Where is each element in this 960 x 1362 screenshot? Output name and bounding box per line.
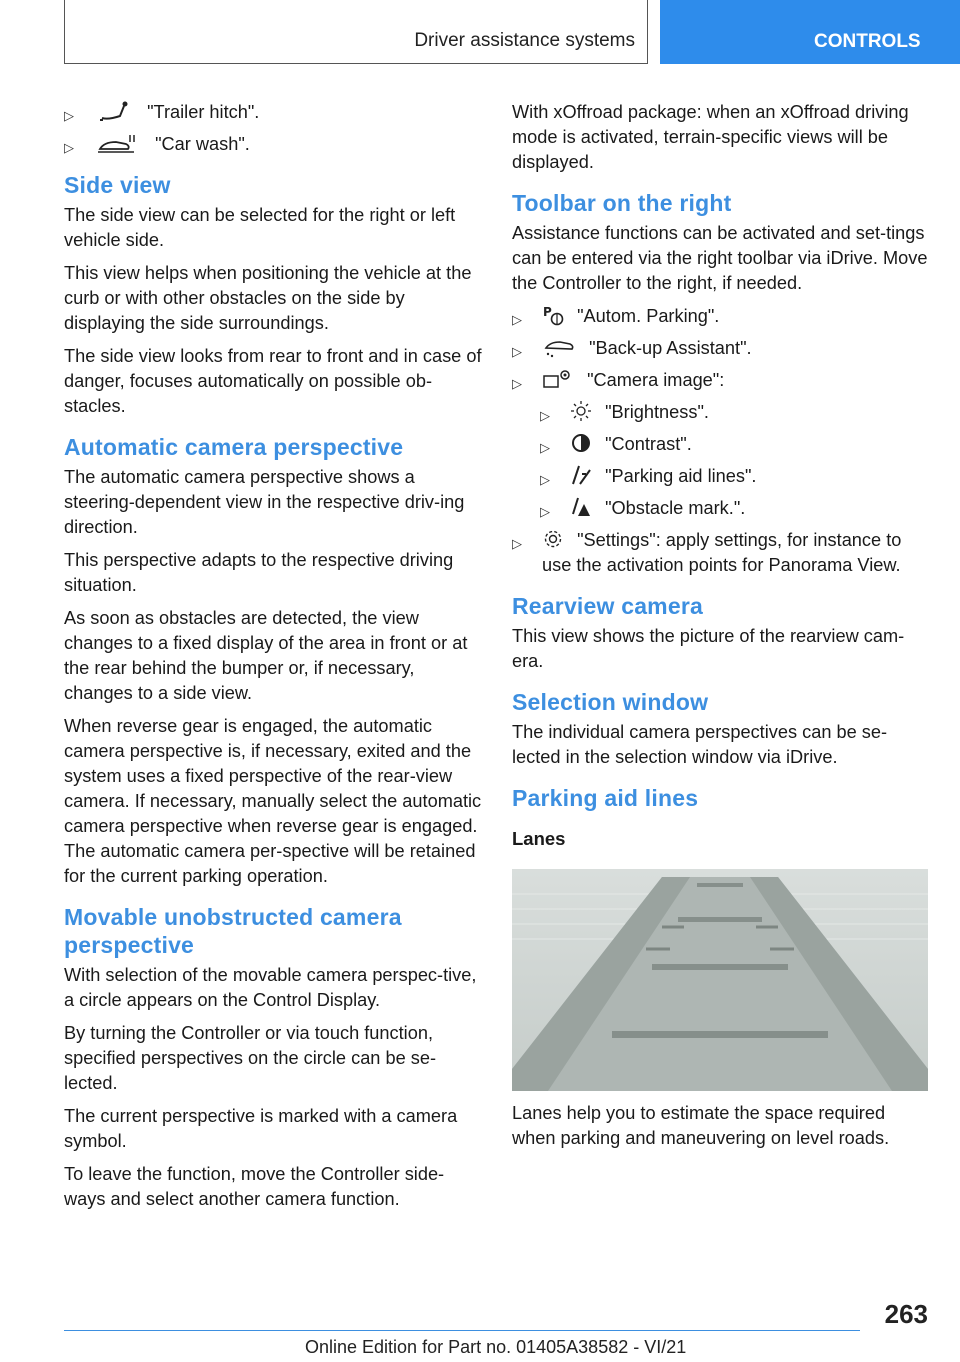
triangle-bullet-icon: ▷ bbox=[512, 312, 522, 327]
paragraph: The side view can be selected for the right or left vehicle side. bbox=[64, 205, 456, 250]
item-text: "Autom. Parking". bbox=[577, 306, 720, 326]
lanes-caption: Lanes help you to estimate the space required when parking and maneuvering on level roads. bbox=[512, 1103, 890, 1148]
paragraph: To leave the function, move the Controller side‐ways and select another camera function. bbox=[64, 1164, 445, 1209]
rearview-heading: Rearview camera bbox=[512, 593, 703, 619]
camera-image-icon bbox=[542, 368, 574, 390]
section-title: Driver assistance systems bbox=[414, 30, 635, 51]
contrast-icon bbox=[570, 432, 592, 454]
paragraph: This view shows the picture of the rearview cam‐era. bbox=[512, 626, 905, 671]
paragraph: The side view looks from rear to front and in case of danger, focuses automatically on possible ob‐stacles. bbox=[64, 346, 482, 416]
triangle-bullet-icon: ▷ bbox=[540, 504, 550, 519]
paragraph: The automatic camera perspective shows a steering-dependent view in the respective driv‐ing direction. bbox=[64, 467, 465, 537]
item-text: "Obstacle mark.". bbox=[605, 498, 746, 518]
toolbar-list bbox=[512, 304, 932, 578]
triangle-bullet-icon: ▷ bbox=[512, 536, 522, 551]
list-item bbox=[512, 368, 932, 393]
triangle-bullet-icon: ▷ bbox=[540, 440, 550, 455]
brightness-icon bbox=[570, 400, 592, 422]
toolbar-heading: Toolbar on the right bbox=[512, 190, 732, 216]
item-text: "Parking aid lines". bbox=[605, 466, 757, 486]
backup-assistant-icon bbox=[542, 336, 576, 358]
paragraph: Assistance functions can be activated and set‐tings can be entered via the right toolbar via iDrive. Move the Controller to the right, if needed. bbox=[512, 223, 928, 293]
paragraph: When reverse gear is engaged, the automatic camera perspective is, if necessary, exited and the system uses a fixed perspective of the rear‐view camera. If necessary, manually select the automatic camera perspective when reverse gear is engaged. The automatic camera per‐spective will be retained for the current parking operation. bbox=[64, 716, 482, 886]
list-item bbox=[512, 336, 932, 361]
paragraph: With xOffroad package: when an xOffroad driving mode is activated, terrain-specific views will be displayed. bbox=[512, 102, 909, 172]
item-text: "Contrast". bbox=[605, 434, 692, 454]
paragraph: With selection of the movable camera perspec‐tive, a circle appears on the Control Display. bbox=[64, 965, 477, 1010]
triangle-bullet-icon: ▷ bbox=[512, 376, 522, 391]
item-text: "Trailer hitch". bbox=[147, 102, 260, 122]
view-options-list bbox=[64, 100, 482, 157]
lanes-subheading: Lanes bbox=[512, 828, 566, 849]
page-header bbox=[0, 0, 960, 66]
list-item bbox=[512, 496, 932, 521]
triangle-bullet-icon: ▷ bbox=[64, 140, 74, 155]
right-column bbox=[512, 100, 932, 1159]
trailer-hitch-icon bbox=[94, 100, 134, 122]
list-item bbox=[64, 100, 482, 125]
left-column bbox=[64, 100, 482, 1220]
triangle-bullet-icon: ▷ bbox=[540, 472, 550, 487]
paragraph: The individual camera perspectives can be se‐lected in the selection window via iDrive. bbox=[512, 722, 888, 767]
item-text: "Back-up Assistant". bbox=[589, 338, 752, 358]
side-view-heading: Side view bbox=[64, 172, 171, 198]
chapter-tab-label: CONTROLS bbox=[814, 31, 921, 52]
paragraph: This view helps when positioning the vehicle at the curb or with other obstacles on the side by displaying the side surroundings. bbox=[64, 263, 472, 333]
triangle-bullet-icon: ▷ bbox=[540, 408, 550, 423]
paragraph: As soon as obstacles are detected, the view changes to a fixed display of the area in front or at the rear behind the bumper or, if necessary, changes to a side view. bbox=[64, 608, 468, 703]
triangle-bullet-icon: ▷ bbox=[64, 108, 74, 123]
settings-gear-icon bbox=[542, 528, 564, 550]
item-text: "Brightness". bbox=[605, 402, 709, 422]
selection-window-heading: Selection window bbox=[512, 689, 709, 715]
item-text: "Car wash". bbox=[155, 134, 250, 154]
parking-aid-lines-heading: Parking aid lines bbox=[512, 785, 699, 811]
list-item bbox=[512, 304, 932, 329]
triangle-bullet-icon: ▷ bbox=[512, 344, 522, 359]
item-text: "Settings": apply settings, for instance to use the activation points for Panorama View. bbox=[542, 530, 902, 575]
footer-divider bbox=[64, 1330, 860, 1331]
auto-parking-icon bbox=[542, 304, 564, 326]
list-item bbox=[512, 432, 932, 457]
section-title-box bbox=[64, 0, 648, 64]
page-number: 263 bbox=[884, 1299, 928, 1329]
list-item bbox=[512, 400, 932, 425]
paragraph: This perspective adapts to the respective driving situation. bbox=[64, 550, 454, 595]
parking-aid-lines-icon bbox=[570, 464, 592, 486]
edition-text: Online Edition for Part no. 01405A38582 - VI/21 bbox=[305, 1337, 687, 1357]
paragraph: The current perspective is marked with a camera symbol. bbox=[64, 1106, 458, 1151]
item-text: "Camera image": bbox=[587, 370, 725, 390]
lanes-illustration bbox=[512, 869, 928, 1091]
list-item bbox=[512, 464, 932, 489]
chapter-tab[interactable] bbox=[660, 0, 960, 64]
paragraph: By turning the Controller or via touch function, specified perspectives on the circle can be se‐lected. bbox=[64, 1023, 437, 1093]
car-wash-icon bbox=[94, 132, 142, 154]
svg-text:P: P bbox=[543, 305, 552, 319]
list-item bbox=[64, 132, 482, 157]
list-item bbox=[512, 528, 932, 578]
movable-perspective-heading: Movable unobstructed camera perspective bbox=[64, 904, 402, 958]
obstacle-mark-icon bbox=[570, 496, 592, 518]
auto-perspective-heading: Automatic camera perspective bbox=[64, 434, 404, 460]
